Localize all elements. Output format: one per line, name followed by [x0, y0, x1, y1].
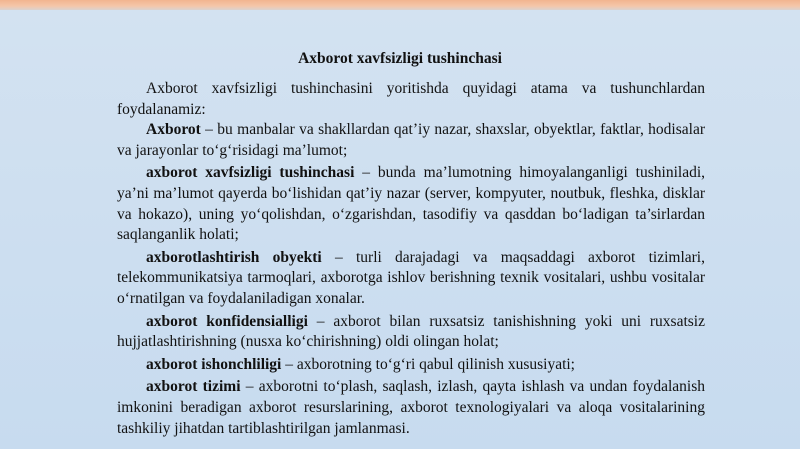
- definition-term: axborot konfidensialligi: [146, 312, 308, 330]
- definition-text: – axborot bilan ruxsatsiz tanishishning yoki uni ruxsatsiz hujjatlashtirishning (nusxa ko‘chirishning) oldi olingan holat;: [117, 312, 705, 351]
- definition-term: axborotlashtirish obyekti: [146, 248, 322, 266]
- definition-axborot-tizimi: [117, 377, 705, 439]
- definition-text: – axborotning to‘g‘ri qabul qilinish xususiyati;: [281, 355, 575, 373]
- slide: [0, 10, 800, 449]
- definition-term: axborot xavfsizligi tushinchasi: [146, 164, 355, 182]
- definition-text: – turli darajadagi va maqsaddagi axborot tizimlari, telekommunikatsiya tarmoqlari, axborotga ishlov berishning texnik vositalari, ushbu vositalar o‘rnatilgan va foydalaniladigan xonalar.: [117, 248, 705, 307]
- definition-term: axborot ishonchliligi: [146, 355, 282, 373]
- definition-axborot: [117, 120, 705, 161]
- page-title: Axborot xavfsizligi tushinchasi: [298, 50, 502, 67]
- definition-axborot-xavfsizligi: [117, 163, 705, 245]
- definition-axborotlashtirish-obyekti: [117, 248, 705, 310]
- definition-text: – axborotni to‘plash, saqlash, izlash, qayta ishlash va undan foydalanish imkonini beradigan axborot resurslarining, axborot texnologiyalari va aloqa vositalarining tashkiliy jihatdan tartiblashtirilgan jamlanmasi.: [117, 378, 705, 437]
- definition-term: axborot tizimi: [146, 378, 241, 396]
- definition-text: – bunda ma’lumotning himoyalanganligi tushiniladi, ya’ni ma’lumot qayerda bo‘lishidan qat’iy nazar (server, kompyuter, noutbuk, fleshka, disklar va hokazo), uning yo‘qolishdan, o‘zgarishdan, tasodifiy va qasddan bo‘ladigan ta’sirlardan saqlanganlik holati;: [117, 164, 706, 244]
- definition-axborot-konfidensialligi: [117, 312, 705, 353]
- definition-axborot-ishonchliligi: [117, 355, 705, 376]
- body-text: [117, 79, 705, 439]
- definition-text: – bu manbalar va shakllardan qat’iy nazar, shaxslar, obyektlar, faktlar, hodisalar va jarayonlar to‘g‘risidagi ma’lumot;: [117, 121, 705, 159]
- definition-term: Axborot: [146, 121, 201, 139]
- intro-paragraph: Axborot xavfsizligi tushinchasini yoritishda quyidagi atama va tushunchlardan foydalanamiz:: [117, 80, 705, 118]
- top-accent-bar: [0, 0, 800, 10]
